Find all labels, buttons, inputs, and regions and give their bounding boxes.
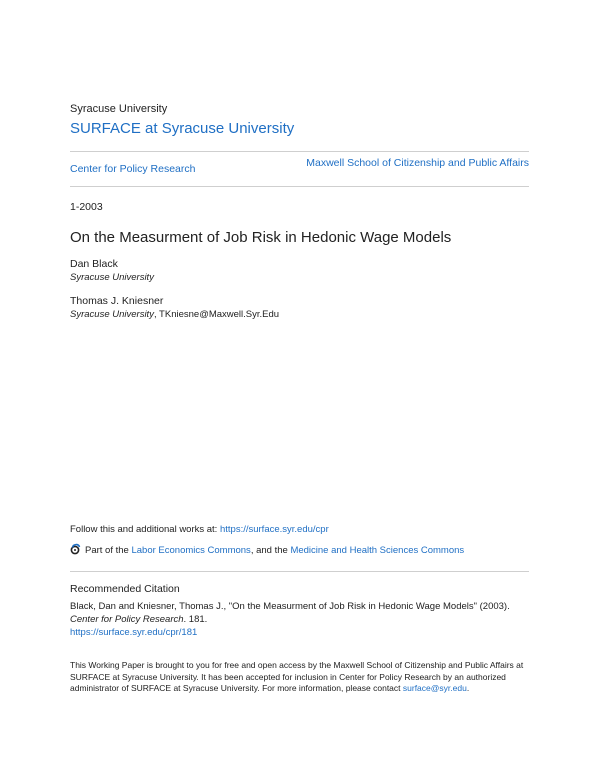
author-email: , TKniesne@Maxwell.Syr.Edu bbox=[153, 309, 280, 320]
divider-citation bbox=[70, 571, 529, 572]
part-of-line bbox=[70, 543, 464, 558]
medicine-health-commons-link[interactable]: Medicine and Health Sciences Commons bbox=[290, 545, 465, 556]
author-name: Dan Black bbox=[70, 258, 118, 270]
footer-end: . bbox=[466, 683, 470, 693]
publication-date: 1-2003 bbox=[70, 201, 103, 213]
citation-number: . 181. bbox=[183, 614, 208, 625]
footer-notice bbox=[70, 660, 529, 695]
author-block bbox=[70, 295, 279, 320]
part-of-middle: , and the bbox=[250, 545, 291, 556]
author-affiliation: Syracuse University bbox=[70, 272, 154, 283]
footer-text: This Working Paper is brought to you for free and open access by the Maxwell School of Citizenship and Public Affairs at SURFACE at Syracuse University. It has been accepted for inclusion in Center for Policy Research by an authorized administrator of SURFACE at Syracuse University. For more information, please contact bbox=[70, 660, 524, 693]
collection-link-cpr[interactable]: Center for Policy Research bbox=[70, 163, 196, 175]
university-name: Syracuse University bbox=[70, 103, 168, 115]
paper-title: On the Measurment of Job Risk in Hedonic Wage Models bbox=[70, 229, 452, 246]
follow-text: Follow this and additional works at: bbox=[70, 524, 220, 535]
follow-url-link[interactable]: https://surface.syr.edu/cpr bbox=[219, 524, 329, 535]
open-access-icon bbox=[70, 543, 82, 558]
divider-top bbox=[70, 151, 529, 152]
citation-series: Center for Policy Research bbox=[70, 614, 184, 625]
author-name: Thomas J. Kniesner bbox=[70, 295, 164, 307]
citation-url-link[interactable]: https://surface.syr.edu/cpr/181 bbox=[70, 627, 198, 638]
author-affiliation: Syracuse University bbox=[70, 309, 154, 320]
collection-link-maxwell[interactable]: Maxwell School of Citizenship and Public Affairs bbox=[306, 157, 529, 169]
cover-page bbox=[70, 0, 529, 776]
follow-line bbox=[70, 524, 329, 535]
citation-text: Black, Dan and Kniesner, Thomas J., "On the Measurment of Job Risk in Hedonic Wage Models" (2003). bbox=[70, 601, 510, 612]
divider-bottom bbox=[70, 186, 529, 187]
repository-link[interactable]: SURFACE at Syracuse University bbox=[70, 120, 295, 137]
citation-heading: Recommended Citation bbox=[70, 583, 180, 595]
author-block bbox=[70, 258, 154, 283]
labor-economics-commons-link[interactable]: Labor Economics Commons bbox=[131, 545, 251, 556]
citation-block bbox=[70, 600, 529, 639]
part-of-prefix: Part of the bbox=[85, 545, 132, 556]
contact-email-link[interactable]: surface@syr.edu bbox=[402, 683, 467, 693]
